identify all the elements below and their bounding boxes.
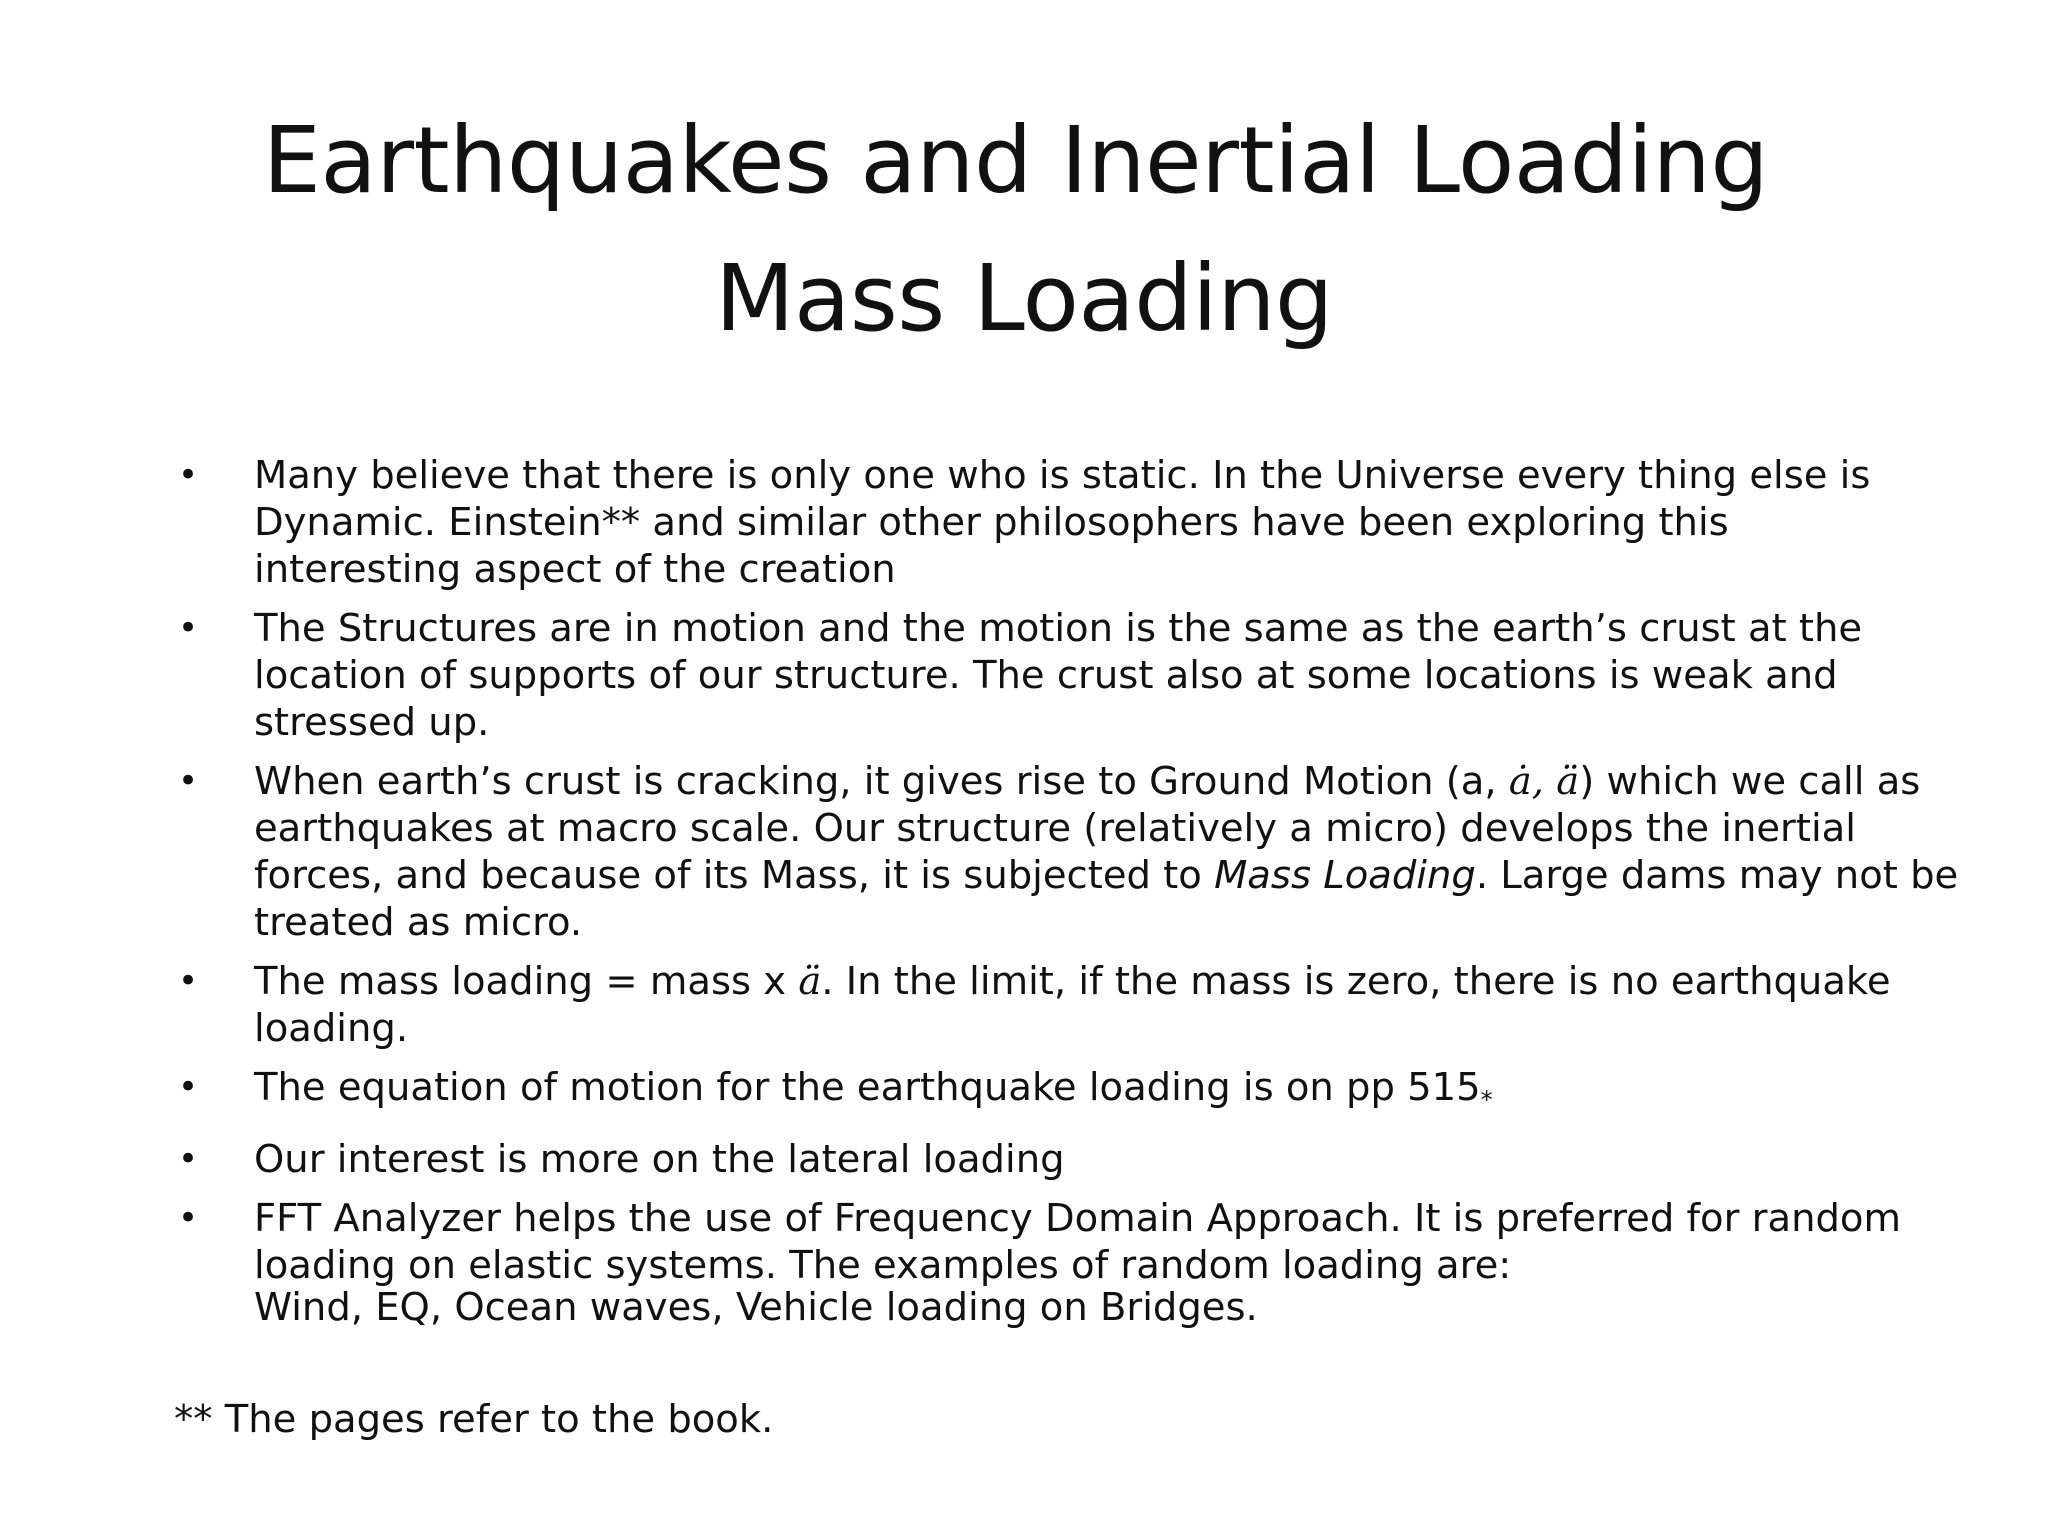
bullet-text: location of supports of our structure. The crust also at some locations is weak and xyxy=(254,653,1838,698)
bullet-text: stressed up. xyxy=(254,700,490,745)
math-a-double-dot: ä xyxy=(798,959,822,1004)
bullet-list xyxy=(174,452,2014,1301)
subscript-asterisk: * xyxy=(1480,1086,1493,1114)
bullet-text: The Structures are in motion and the motion is the same as the earth’s crust at the xyxy=(254,606,1863,651)
bullet-text: Dynamic. Einstein** and similar other philosophers have been exploring this xyxy=(254,500,1729,545)
bullet-text: Our interest is more on the lateral loading xyxy=(254,1137,1065,1182)
title-line-1: Earthquakes and Inertial Loading xyxy=(262,107,1769,214)
bullet-text-segment: The equation of motion for the earthquake loading is on pp 515 xyxy=(254,1065,1481,1110)
bullet-text: FFT Analyzer helps the use of Frequency Domain Approach. It is preferred for random xyxy=(254,1196,1901,1241)
math-a-double-dot: ä xyxy=(1556,759,1580,804)
bullet-item xyxy=(174,758,2014,946)
bullet-text xyxy=(254,1064,2014,1124)
bullet-text-segment: The mass loading = mass x xyxy=(254,959,799,1004)
bullet-text-segment: ) which we call as xyxy=(1579,759,1921,804)
bullet-text xyxy=(254,758,2014,805)
bullet-dot: • xyxy=(178,1198,199,1238)
bullet-item xyxy=(174,452,2014,593)
bullet-text-segment: forces, and because of its Mass, it is subjected to xyxy=(254,853,1215,898)
bullet-text-segment: . Large dams may not be xyxy=(1475,853,1959,898)
bullet-item xyxy=(174,958,2014,1052)
bullet-dot: • xyxy=(178,608,199,648)
bullet-dot: • xyxy=(178,1067,199,1107)
bullet-text: loading on elastic systems. The examples of random loading are: xyxy=(254,1243,1512,1288)
bullet-text: interesting aspect of the creation xyxy=(254,547,896,592)
title-line-2: Mass Loading xyxy=(715,245,1333,352)
bullet-item xyxy=(174,1195,2014,1289)
bullet-dot: • xyxy=(178,1139,199,1179)
bullet-item xyxy=(174,1064,2014,1124)
bullet-dot: • xyxy=(178,961,199,1001)
bullet-text xyxy=(254,852,2014,899)
footnote: ** The pages refer to the book. xyxy=(174,1397,774,1442)
bullet-dot: • xyxy=(178,455,199,495)
bullet-text: earthquakes at macro scale. Our structure (relatively a micro) develops the inertial xyxy=(254,806,1856,851)
bullet-text-segment: . In the limit, if the mass is zero, there is no earthquake xyxy=(821,959,1891,1004)
bullet-text: treated as micro. xyxy=(254,900,583,945)
bullet-text: loading. xyxy=(254,1006,409,1051)
bullet-dot: • xyxy=(178,761,199,801)
math-a-dot: ȧ xyxy=(1508,759,1532,804)
bullet-text: Many believe that there is only one who is static. In the Universe every thing else is xyxy=(254,453,1871,498)
slide-title xyxy=(0,92,2048,368)
emphasis-mass-loading: Mass Loading xyxy=(1214,853,1476,898)
math-separator: , xyxy=(1531,759,1557,804)
bullet-item xyxy=(174,605,2014,746)
bullet-text-segment: When earth’s crust is cracking, it gives rise to Ground Motion (a, xyxy=(254,759,1509,804)
bullet-continuation: Wind, EQ, Ocean waves, Vehicle loading on Bridges. xyxy=(254,1285,1258,1330)
bullet-item xyxy=(174,1136,2014,1183)
bullet-text xyxy=(254,958,2014,1005)
